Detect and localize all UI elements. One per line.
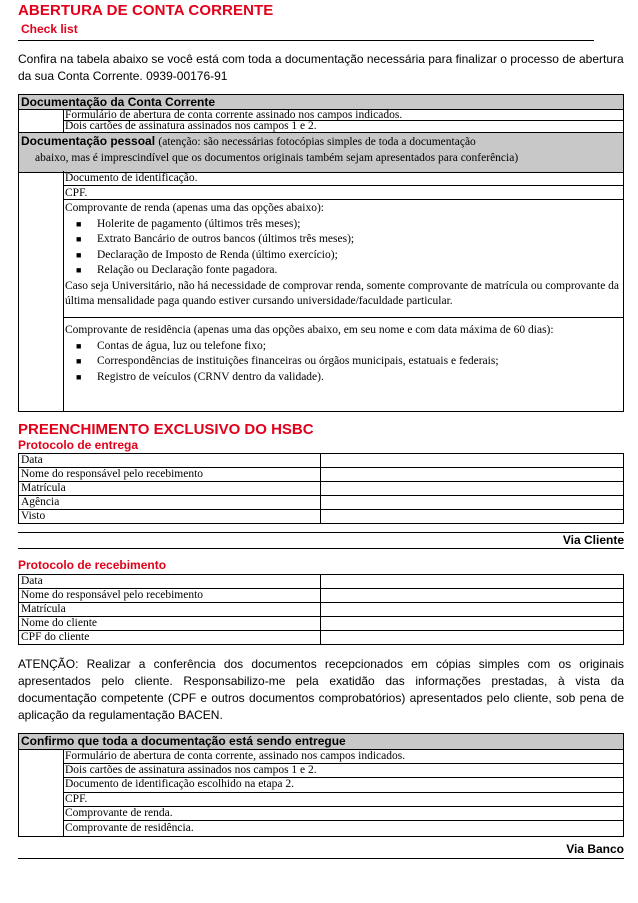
table-row	[19, 496, 624, 510]
hsbc-section-title: PREENCHIMENTO EXCLUSIVO DO HSBC	[18, 421, 314, 438]
residencia-option: ■ Registro de veículos (CRNV dentro da validade).	[65, 370, 623, 386]
entrega-field-label: Agência	[19, 496, 321, 510]
residencia-item	[63, 318, 623, 411]
conta-corrente-header: Documentação da Conta Corrente	[19, 95, 623, 110]
table-row	[19, 631, 624, 645]
residencia-option: ■ Correspondências de instituições financeiras ou órgãos municipais, estatuais e federais;	[65, 354, 623, 370]
entrega-field-label: Matrícula	[19, 482, 321, 496]
entrega-title: Protocolo de entrega	[18, 438, 139, 452]
entrega-field-value[interactable]	[321, 454, 624, 468]
header-divider	[18, 40, 594, 41]
table-row	[19, 617, 624, 631]
entrega-field-value[interactable]	[321, 510, 624, 524]
recebimento-field-label: Data	[19, 575, 321, 589]
section-divider	[18, 548, 624, 549]
checklist-item: Dois cartões de assinatura assinados nos campos 1 e 2.	[65, 120, 317, 132]
intro-paragraph: Confira na tabela abaixo se você está com toda a documentação necessária para finalizar o processo de abertura da sua Conta Corrente. 0939-00176-91	[18, 52, 624, 83]
recebimento-field-value[interactable]	[321, 617, 624, 631]
id-document-item: Documento de identificação.	[63, 171, 623, 186]
residencia-title: Comprovante de residência (apenas uma das opções abaixo, em seu nome e com data máxima de 60 dias):	[65, 324, 554, 336]
entrega-field-value[interactable]	[321, 482, 624, 496]
table-row	[19, 482, 624, 496]
renda-options	[65, 217, 623, 279]
entrega-field-value[interactable]	[321, 496, 624, 510]
renda-option: ■ Declaração de Imposto de Renda (último exercício);	[65, 248, 623, 264]
entrega-field-label: Nome do responsável pelo recebimento	[19, 468, 321, 482]
confirm-item: CPF.	[63, 792, 623, 807]
confirm-header: Confirmo que toda a documentação está sendo entregue	[19, 734, 623, 750]
table-row	[19, 575, 624, 589]
table-row	[19, 510, 624, 524]
recebimento-field-label: CPF do cliente	[19, 631, 321, 645]
recebimento-title: Protocolo de recebimento	[18, 558, 167, 572]
pessoal-header	[19, 132, 623, 173]
recebimento-field-value[interactable]	[321, 589, 624, 603]
pessoal-header-note: (atenção: são necessárias fotocópias simples de toda a documentação	[158, 136, 476, 148]
entrega-field-label: Visto	[19, 510, 321, 524]
footer-divider	[18, 858, 624, 859]
checklist-table	[18, 94, 624, 412]
recebimento-field-label: Nome do responsável pelo recebimento	[19, 589, 321, 603]
renda-item	[63, 200, 623, 318]
residencia-option: ■ Contas de água, luz ou telefone fixo;	[65, 339, 623, 355]
pessoal-header-note-cont: abaixo, mas é imprescindível que os documentos originais também sejam apresentados para conferência)	[35, 152, 519, 164]
confirm-item: Dois cartões de assinatura assinados nos campos 1 e 2.	[63, 763, 623, 778]
via-cliente-label: Via Cliente	[562, 533, 624, 547]
recebimento-field-value[interactable]	[321, 603, 624, 617]
renda-option: ■ Holerite de pagamento (últimos três meses);	[65, 217, 623, 233]
recebimento-field-value[interactable]	[321, 631, 624, 645]
residencia-options	[65, 339, 623, 386]
recebimento-field-label: Matrícula	[19, 603, 321, 617]
confirm-item: Comprovante de residência.	[65, 822, 194, 834]
checklist-item: Formulário de abertura de conta corrente assinado nos campos indicados.	[63, 109, 623, 121]
via-banco-label: Via Banco	[566, 842, 624, 856]
entrega-field-value[interactable]	[321, 468, 624, 482]
table-row	[19, 589, 624, 603]
pessoal-header-title: Documentação pessoal	[21, 134, 156, 148]
document-subtitle: Check list	[21, 22, 78, 36]
table-row	[19, 454, 624, 468]
recebimento-table	[18, 574, 624, 645]
renda-title: Comprovante de renda (apenas uma das opções abaixo):	[65, 202, 324, 214]
confirm-table	[18, 733, 624, 837]
cpf-item: CPF.	[63, 186, 623, 200]
confirm-item: Documento de identificação escolhido na etapa 2.	[63, 777, 623, 793]
entrega-field-label: Data	[19, 454, 321, 468]
renda-option: ■ Extrato Bancário de outros bancos (últimos três meses);	[65, 232, 623, 248]
section-divider	[18, 532, 624, 533]
confirm-item: Comprovante de renda.	[63, 806, 623, 821]
attention-paragraph: ATENÇÃO: Realizar a conferência dos documentos recepcionados em cópias simples com os originais apresentados pelo cliente. Responsabilizo-me pela exatidão das informações prestadas, à vista da documentação competente (CPF e outros documentos comprobatórios) apresentados pelo cliente, sob pena de aplicação da regulamentação BACEN.	[18, 657, 624, 722]
confirm-item: Formulário de abertura de conta corrente, assinado nos campos indicados.	[63, 749, 623, 764]
document-title: ABERTURA DE CONTA CORRENTE	[18, 2, 274, 19]
recebimento-field-value[interactable]	[321, 575, 624, 589]
renda-option: ■ Relação ou Declaração fonte pagadora.	[65, 263, 623, 279]
table-row	[19, 468, 624, 482]
entrega-table	[18, 453, 624, 524]
table-row	[19, 603, 624, 617]
recebimento-field-label: Nome do cliente	[19, 617, 321, 631]
renda-note: Caso seja Universitário, não há necessidade de comprovar renda, somente comprovante de matrícula ou comprovante da última mensalidade paga quando estiver cursando universidade/faculdade particular.	[65, 279, 620, 307]
